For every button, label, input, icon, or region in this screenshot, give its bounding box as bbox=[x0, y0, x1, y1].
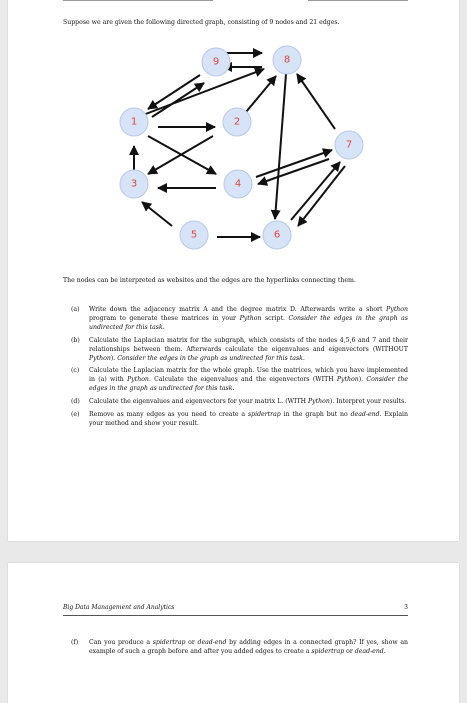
task-c: (c) Calculate the Laplacian matrix for the whole graph. Use the matrices, which you have implemented in (a) with Python. Calculate the eigenvalues and the eigenvectors (WITH Python). Consider the edges in the graph as undirected for this task. bbox=[63, 367, 408, 394]
intro-paragraph: Suppose we are given the following directed graph, consisting of 9 nodes and 21 edges. bbox=[63, 19, 340, 26]
svg-text:3: 3 bbox=[130, 178, 138, 190]
task-a: (a) Write down the adjacency matrix A and the degree matrix D. Afterwards write a short Python program to generate these matrices in your Python script. Consider the edges in the graph as undirected for this task. bbox=[63, 306, 408, 333]
task-note: Consider the edges in the graph as undirected for this task. bbox=[89, 314, 408, 331]
document-page-1 bbox=[8, 0, 459, 541]
node-9 bbox=[202, 48, 230, 76]
task-marker: (a) bbox=[71, 306, 80, 313]
svg-text:6: 6 bbox=[273, 229, 281, 241]
node-1 bbox=[120, 108, 148, 136]
edge-4-7 bbox=[256, 150, 332, 177]
svg-text:2: 2 bbox=[233, 116, 241, 128]
svg-text:1: 1 bbox=[130, 116, 138, 128]
running-header bbox=[63, 604, 408, 611]
svg-text:8: 8 bbox=[283, 54, 291, 66]
directed-graph bbox=[8, 0, 459, 266]
svg-text:9: 9 bbox=[212, 56, 220, 68]
svg-text:4: 4 bbox=[234, 178, 242, 190]
task-list-continued bbox=[63, 638, 408, 656]
task-f: (f) Can you produce a spidertrap or dead-end by adding edges in a connected graph? If yes, show an example of such a graph before and after you added edges to create a spidertrap or dead-end. bbox=[63, 638, 408, 656]
task-list bbox=[63, 306, 408, 433]
node-6 bbox=[263, 221, 291, 249]
graph-nodes bbox=[120, 46, 363, 249]
task-note: Consider the edges in the graph as undirected for this task. bbox=[117, 354, 305, 362]
svg-text:5: 5 bbox=[190, 229, 198, 241]
edge-8-6 bbox=[275, 74, 286, 219]
running-title: Big Data Management and Analytics bbox=[63, 604, 175, 611]
edge-2-8 bbox=[246, 76, 276, 112]
task-e: (e) Remove as many edges as you need to create a spidertrap in the graph but no dead-end. Explain your method and show your result. bbox=[63, 411, 408, 429]
edge-7-6 bbox=[298, 166, 345, 226]
node-8 bbox=[273, 46, 301, 74]
task-marker: (d) bbox=[71, 398, 80, 406]
node-4 bbox=[224, 170, 252, 198]
task-marker: (e) bbox=[71, 411, 80, 419]
task-note: Consider the edges in the graph as undirected for this task. bbox=[89, 376, 408, 393]
header-rule bbox=[63, 615, 408, 616]
node-3 bbox=[120, 170, 148, 198]
node-7 bbox=[335, 131, 363, 159]
edge-1-8 bbox=[143, 69, 264, 115]
graph-edges bbox=[134, 53, 345, 237]
task-marker: (c) bbox=[71, 367, 80, 375]
node-2 bbox=[223, 108, 251, 136]
task-b: (b) Calculate the Laplacian matrix for the subgraph, which consists of the nodes 4,5,6 and 7 and their relationships between them. Afterwards calculate the eigenvalues and eigenvectors (WITHOUT Python). Consider the edges in the graph as undirected for this task. bbox=[63, 337, 408, 364]
graph-description: The nodes can be interpreted as websites and the edges are the hyperlinks connecting them. bbox=[63, 277, 356, 284]
edge-1-9 bbox=[152, 83, 204, 117]
document-page-2 bbox=[8, 563, 459, 703]
svg-text:7: 7 bbox=[345, 139, 353, 151]
edge-7-8 bbox=[297, 74, 335, 129]
task-marker: (f) bbox=[71, 639, 79, 646]
edge-5-3 bbox=[142, 202, 172, 226]
task-d: (d) Calculate the eigenvalues and eigenvectors for your matrix L. (WITH Python). Interpret your results. bbox=[63, 398, 408, 407]
page-number: 3 bbox=[404, 604, 408, 611]
node-5 bbox=[180, 221, 208, 249]
task-marker: (b) bbox=[71, 336, 80, 344]
